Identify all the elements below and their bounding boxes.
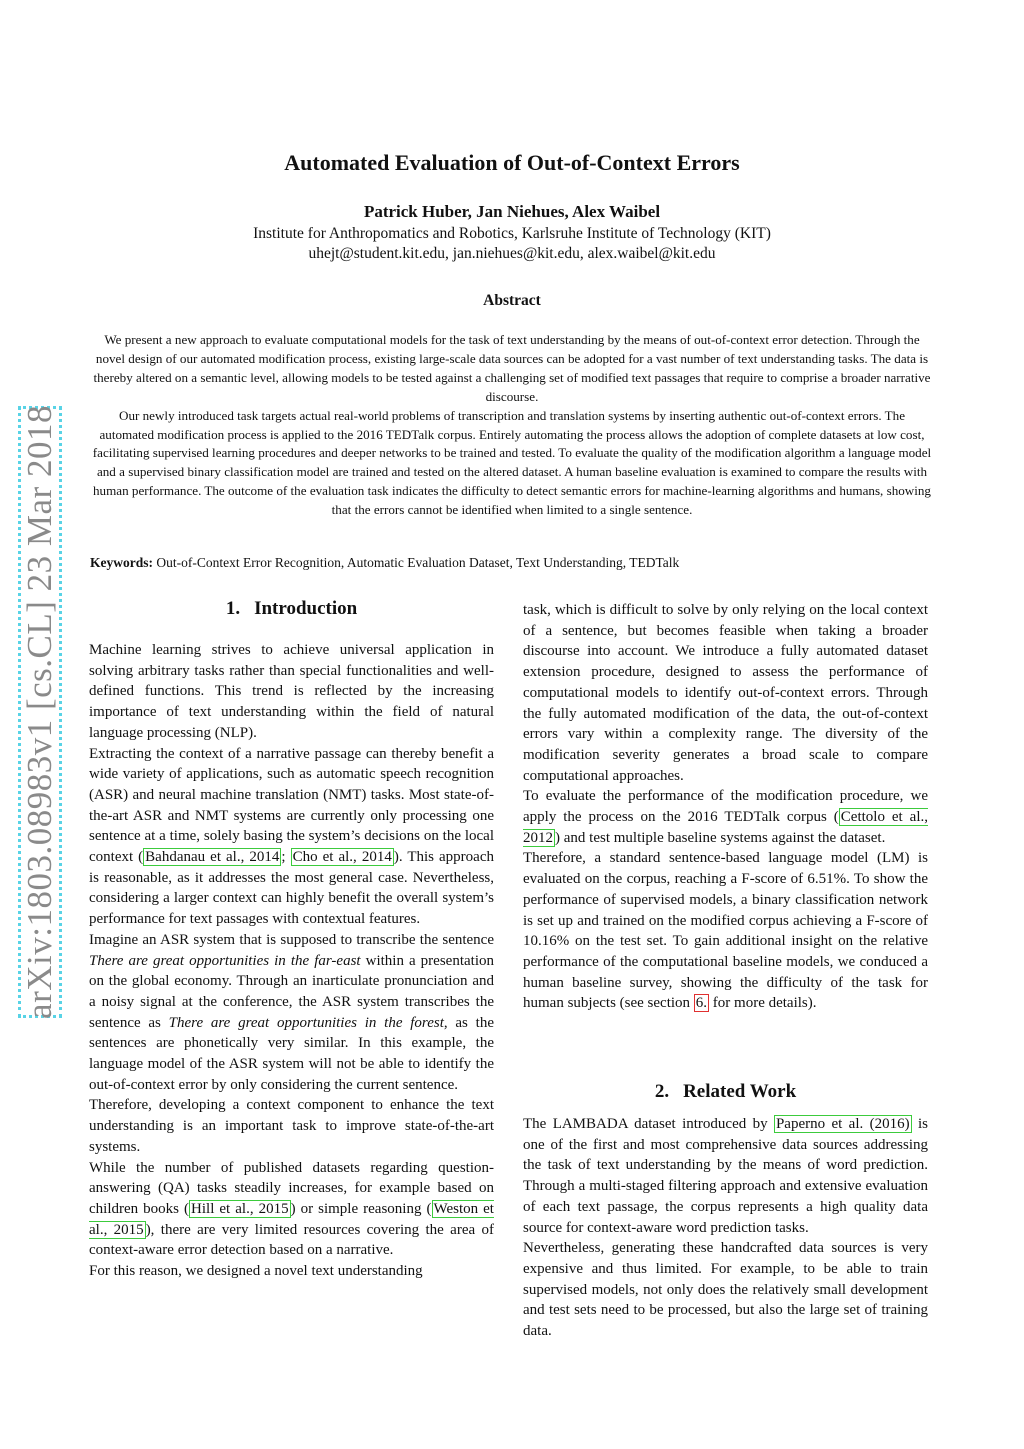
- text-run: , as the sentences are phonetically very similar. In this example, the language model of the ASR system will not be able to identify the out-of-context error by only considering the current sentence.: [89, 1014, 494, 1093]
- text-run: ). This approach is reasonable, as it addresses the most general case. Nevertheless, considering a larger context can highly benefit the overall system’s performance for text passages with contextual features.: [89, 849, 494, 928]
- abstract: [92, 331, 932, 520]
- paragraph: Nevertheless, generating these handcrafted data sources is very expensive and thus limited. For example, to be able to train supervised models, not only does the relatively small development and test sets need to be processed, but also the large set of training data.: [523, 1240, 928, 1340]
- section-heading-introduction: [89, 598, 494, 620]
- section-title: Introduction: [254, 598, 358, 619]
- text-run: within a presentation on the global economy. Through an inarticulate pronunciation and a noisy signal at the conference, the ASR system transcribes the sentence as: [89, 952, 494, 1031]
- keywords-text: Out-of-Context Error Recognition, Automatic Evaluation Dataset, Text Understanding, TEDTalk: [156, 555, 680, 570]
- arxiv-identifier[interactable]: arXiv:1803.08983v1 [cs.CL] 23 Mar 2018: [20, 405, 59, 1019]
- paragraph: [89, 930, 494, 1096]
- paragraph: Therefore, developing a context component to enhance the text understanding is an important task to improve state-of-the-art systems.: [89, 1097, 494, 1155]
- paragraph: Machine learning strives to achieve universal application in solving arbitrary tasks rather than special functionalities and well-defined functions. This trend is reflected by the increasing importance of text understanding within the field of natural language processing (NLP).: [89, 642, 494, 741]
- text-run: Imagine an ASR system that is supposed to transcribe the sentence: [89, 931, 494, 948]
- paragraph: [89, 1158, 494, 1262]
- italic-text: There are great opportunities in the forest: [168, 1014, 444, 1031]
- text-run: To evaluate the performance of the modification procedure, we apply the process on the 2016 TEDTalk corpus (: [523, 788, 928, 826]
- paper-authors: Patrick Huber, Jan Niehues, Alex Waibel: [363, 202, 661, 221]
- paragraph: [523, 786, 928, 848]
- text-run: The LAMBADA dataset introduced by: [523, 1116, 774, 1132]
- related-work-body: [523, 1114, 928, 1342]
- citation-link[interactable]: Bahdanau et al., 2014: [145, 849, 280, 866]
- text-run: Therefore, a standard sentence-based language model (LM) is evaluated on the corpus, reaching a F-score of 6.51%. To show the performance of supervised models, a binary classification network is set up and trained on the modified corpus achieving a F-score of 10.16% on the test set. To gain additional insight on the relative performance of the computational baseline models, we conduced a human baseline survey, showing the difficulty of the task for human subjects (see section: [523, 850, 928, 1012]
- affiliation: Institute for Anthropomatics and Robotics, Karlsruhe Institute of Technology (KIT): [253, 225, 771, 242]
- abstract-heading: Abstract: [483, 292, 541, 309]
- abstract-paragraph: Our newly introduced task targets actual real-world problems of transcription and translation systems by inserting authentic out-of-context errors. The automated modification process is applied to the 2016 TEDTalk corpus. Entirely automating the process allows the adoption of complete datasets at low cost, facilitating supervised learning procedures and deeper networks to be trained and tested. To evaluate the quality of the modification algorithm a language model and a supervised binary classification model are trained and tested on the altered dataset. A human baseline evaluation is examined to compare the results with human performance. The outcome of the evaluation task indicates the difficulty to detect semantic errors for machine-learning algorithms and humans, showing that the errors cannot be identified when limited to a single sentence.: [92, 407, 932, 518]
- citation-link[interactable]: Hill et al., 2015: [191, 1200, 289, 1217]
- section-heading-related-work: [523, 1081, 928, 1103]
- paragraph: [89, 744, 494, 930]
- italic-text: There are great opportunities in the far-east: [89, 952, 361, 969]
- text-run: Extracting the context of a narrative passage can thereby benefit a wide variety of applications, such as automatic speech recognition (ASR) and neural machine translation (NMT) tasks. Most state-of-the-art ASR and NMT systems are currently only processing one sentence at a time, solely basing the system’s decisions on the local context (: [89, 745, 494, 866]
- right-column: [523, 600, 928, 1014]
- paragraph: [523, 1114, 928, 1238]
- keywords: [90, 555, 930, 571]
- text-run: ;: [281, 849, 291, 866]
- section-number: 1.: [225, 598, 241, 619]
- abstract-paragraph: We present a new approach to evaluate computational models for the task of text understanding by the means of out-of-context error detection. Through the novel design of our automated modification process, existing large-scale data sources can be adopted for a vast number of text understanding tasks. The data is thereby altered on a semantic level, allowing models to be tested against a challenging set of modified text passages that require to comprise a broader narrative discourse.: [93, 332, 931, 404]
- paper-title: Automated Evaluation of Out-of-Context Errors: [284, 150, 740, 175]
- text-run: ) and test multiple baseline systems against the dataset.: [555, 829, 886, 846]
- keywords-label: Keywords:: [90, 555, 153, 570]
- section-reference-link[interactable]: 6.: [695, 995, 708, 1012]
- citation-link[interactable]: Cettolo et al., 2012: [523, 809, 928, 846]
- citation-link[interactable]: Weston et al., 2015: [89, 1200, 494, 1238]
- text-run: ), there are very limited resources covering the area of context-aware error detection based on a narrative.: [89, 1221, 494, 1259]
- text-run: is one of the first and most comprehensive data sources addressing the task of text understanding by the means of word prediction. Through a multi-staged filtering approach and extensive evaluation of each text passage, the corpus represents a high quality data source for context-aware word prediction tasks.: [523, 1116, 928, 1236]
- paragraph: [523, 848, 928, 1014]
- citation-link[interactable]: Paperno et al. (2016): [775, 1116, 910, 1132]
- section-number: 2.: [654, 1081, 670, 1102]
- left-column: [89, 640, 494, 1282]
- section-title: Related Work: [683, 1081, 797, 1102]
- text-run: While the number of published datasets regarding question-answering (QA) tasks steadily increases, for example based on children books (: [89, 1159, 494, 1217]
- paragraph: task, which is difficult to solve by only relying on the local context of a sentence, but becomes feasible when taking a broader discourse into account. We introduce a fully automated dataset extension procedure, designed to assess the performance of computational models to identify out-of-context errors. Through the fully automated modification of the data, the out-of-context errors vary within a complexity range. The diversity of the modification severity generates a broad scale to compare computational approaches.: [523, 602, 928, 784]
- author-emails: uhejt@student.kit.edu, jan.niehues@kit.edu, alex.waibel@kit.edu: [308, 245, 716, 262]
- text-run: ) or simple reasoning (: [290, 1200, 432, 1217]
- paragraph: For this reason, we designed a novel text understanding: [89, 1263, 423, 1280]
- text-run: for more details).: [709, 995, 817, 1012]
- citation-link[interactable]: Cho et al., 2014: [292, 849, 392, 866]
